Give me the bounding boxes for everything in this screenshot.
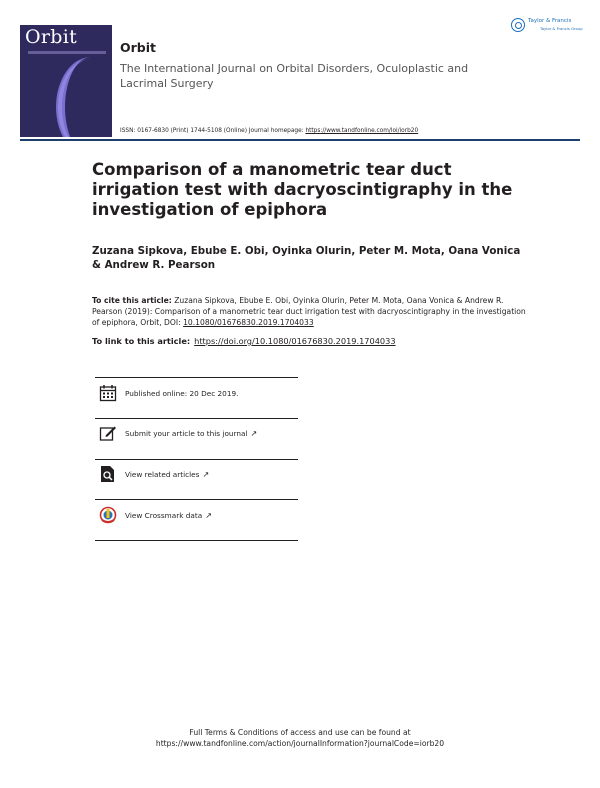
- calendar-icon: [99, 384, 117, 402]
- published-online-label: Published online: 20 Dec 2019.: [125, 389, 239, 398]
- crossmark-item[interactable]: [99, 506, 299, 526]
- footer: [0, 727, 600, 749]
- related-articles-icon: [99, 465, 117, 483]
- footer-terms-text: Full Terms & Conditions of access and use can be found at: [189, 728, 411, 737]
- crossmark-icon: [99, 506, 117, 524]
- submit-article-text[interactable]: Submit your article to this journal: [125, 429, 248, 438]
- article-authors: Zuzana Sipkova, Ebube E. Obi, Oyinka Olurin, Peter M. Mota, Oana Vonica & Andrew R. Pearson: [92, 245, 521, 271]
- publisher-logo-icon: [511, 18, 525, 32]
- external-link-icon: ↗: [202, 470, 210, 479]
- citation-label: To cite this article:: [92, 296, 172, 305]
- actions-divider: [95, 499, 298, 500]
- related-articles-label[interactable]: [125, 470, 209, 479]
- submit-article-item[interactable]: [99, 424, 299, 444]
- footer-terms-link[interactable]: https://www.tandfonline.com/action/journalInformation?journalCode=iorb20: [155, 739, 445, 748]
- journal-homepage-link[interactable]: https://www.tandfonline.com/loi/iorb20: [305, 128, 419, 134]
- publisher-logo-name: Taylor & Francis: [528, 18, 572, 24]
- header-divider: [20, 139, 580, 141]
- crossmark-label[interactable]: [125, 511, 212, 520]
- actions-divider: [95, 377, 298, 378]
- publisher-logo-group: Taylor & Francis Group: [540, 26, 583, 31]
- external-link-icon: ↗: [250, 429, 258, 438]
- article-doi-link[interactable]: https://doi.org/10.1080/01676830.2019.1704033: [194, 336, 396, 346]
- cover-subtitle-strip: [28, 51, 106, 54]
- article-link-label: To link to this article:: [92, 336, 191, 346]
- external-link-icon: ↗: [205, 511, 212, 520]
- actions-divider: [95, 459, 298, 460]
- journal-name: Orbit: [120, 40, 156, 55]
- submit-article-label[interactable]: [125, 429, 257, 438]
- article-title: Comparison of a manometric tear duct irrigation test with dacryoscintigraphy in the investigation of epiphora: [92, 160, 513, 219]
- citation-text: Zuzana Sipkova, Ebube E. Obi, Oyinka Olurin, Peter M. Mota, Oana Vonica & Andrew R. Pearson (2019): Comparison of a manometric tear duct irrigation test with dacryoscintigraphy in the investigation of epiphora, Orbit, DOI:: [92, 296, 526, 327]
- edit-icon: [99, 424, 117, 442]
- actions-divider: [95, 418, 298, 419]
- actions-divider: [95, 540, 298, 541]
- journal-subtitle: The International Journal on Orbital Disorders, Oculoplastic and Lacrimal Surgery: [120, 62, 469, 90]
- crossmark-text[interactable]: View Crossmark data: [125, 511, 203, 520]
- publisher-logo[interactable]: [511, 17, 583, 37]
- article-link-block: [92, 336, 532, 346]
- cover-title: Orbit: [25, 26, 78, 48]
- citation-doi-link[interactable]: 10.1080/01676830.2019.1704033: [183, 318, 314, 327]
- journal-cover: [20, 25, 112, 137]
- related-articles-item[interactable]: [99, 465, 299, 485]
- related-articles-text[interactable]: View related articles: [125, 470, 200, 479]
- citation-block: [92, 295, 532, 328]
- published-online-item: [99, 384, 299, 404]
- issn-line: [120, 128, 418, 134]
- issn-text: ISSN: 0167-6830 (Print) 1744-5108 (Online) Journal homepage:: [120, 128, 306, 134]
